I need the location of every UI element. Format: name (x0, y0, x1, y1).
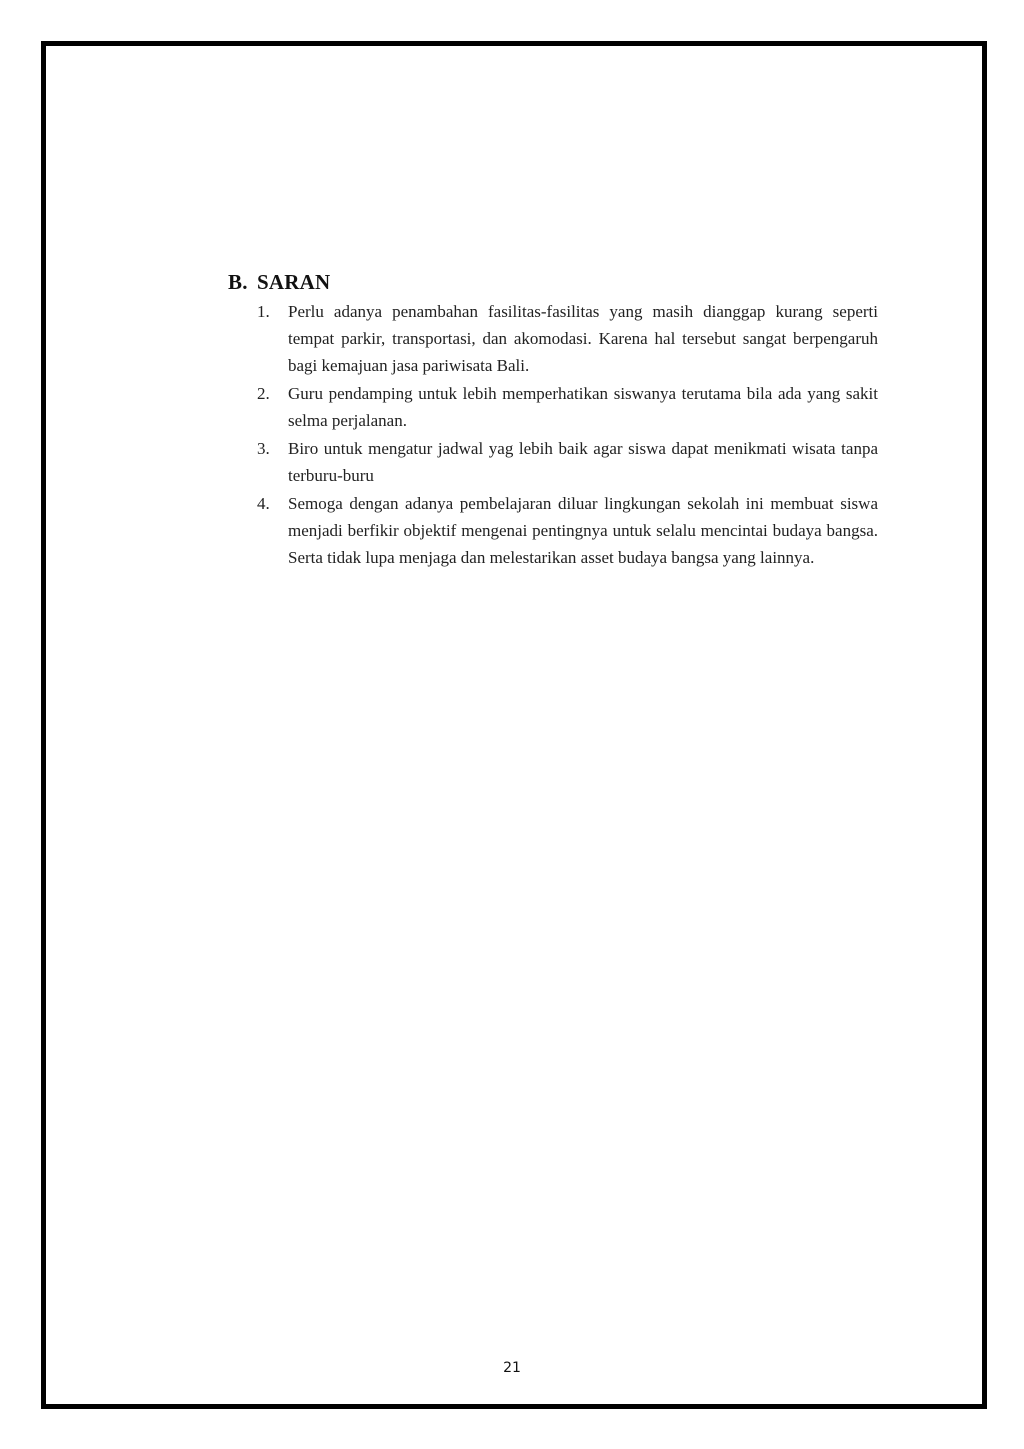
list-item-number: 2. (257, 384, 270, 403)
list-item-text: Semoga dengan adanya pembelajaran diluar lingkungan sekolah ini membuat siswa menjadi berfikir objektif mengenai pentingnya untuk selalu mencintai budaya bangsa. Serta tidak lupa menjaga dan melestarikan asset budaya bangsa yang lainnya. (288, 494, 878, 567)
section-title: SARAN (257, 270, 331, 294)
list-item-text: Perlu adanya penambahan fasilitas-fasilitas yang masih dianggap kurang seperti tempat parkir, transportasi, dan akomodasi. Karena hal tersebut sangat berpengaruh bagi kemajuan jasa pariwisata Bali. (288, 302, 878, 375)
saran-section (228, 268, 878, 572)
suggestion-list (228, 298, 878, 571)
list-item-number: 4. (257, 494, 270, 513)
list-item (228, 490, 878, 571)
section-letter: B. (228, 270, 248, 294)
list-item-text: Guru pendamping untuk lebih memperhatikan siswanya terutama bila ada yang sakit selma perjalanan. (288, 384, 878, 430)
list-item (228, 380, 878, 434)
list-item-text: Biro untuk mengatur jadwal yag lebih baik agar siswa dapat menikmati wisata tanpa terburu-buru (288, 439, 878, 485)
list-item-number: 1. (257, 302, 270, 321)
list-item-number: 3. (257, 439, 270, 458)
section-heading (228, 268, 878, 296)
page-border-frame (41, 41, 987, 1409)
page-number: 21 (503, 1360, 521, 1376)
list-item (228, 435, 878, 489)
list-item (228, 298, 878, 379)
